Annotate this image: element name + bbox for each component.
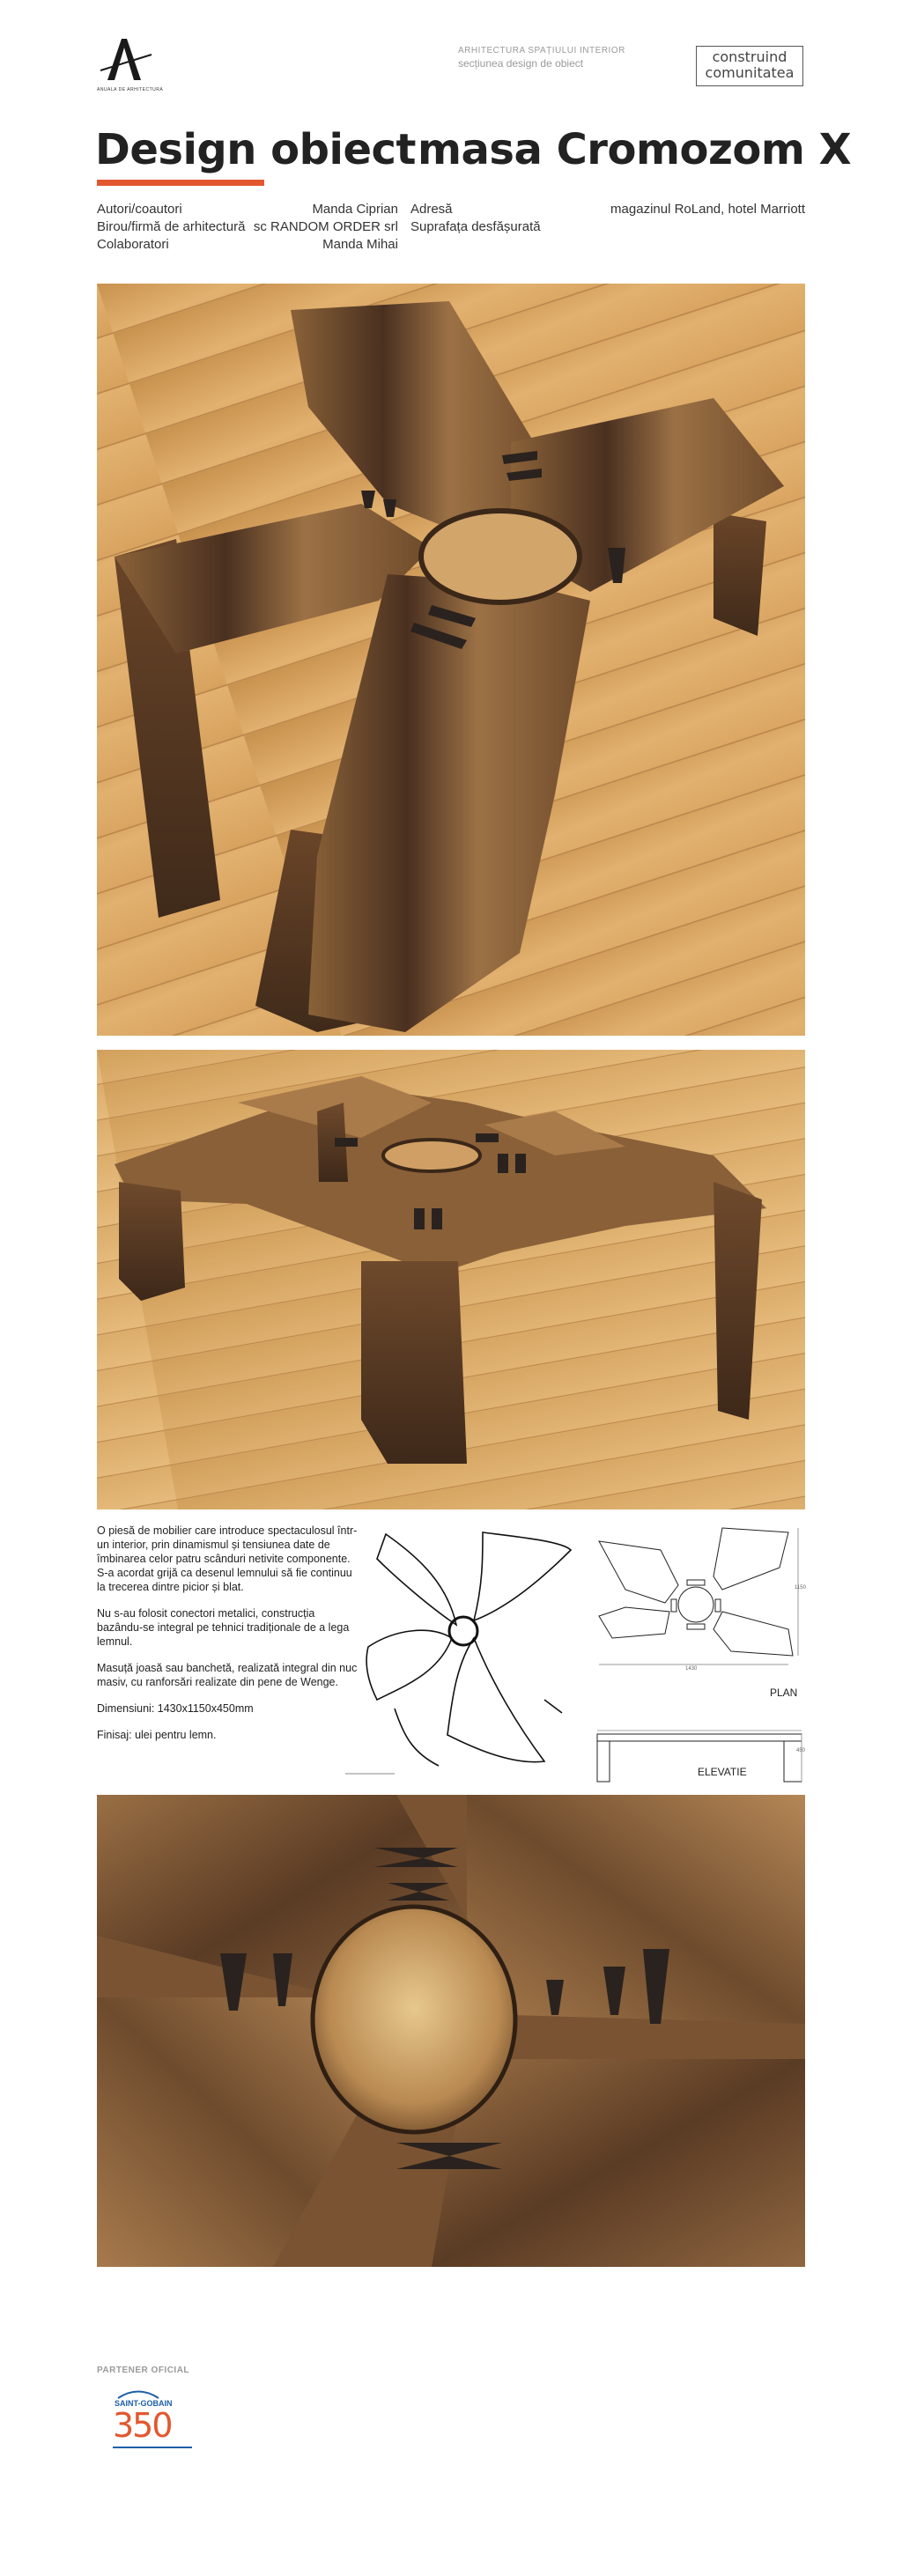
dim-height-label: 450: [796, 1748, 806, 1753]
authors-label: Autori/coautori: [97, 202, 182, 217]
address-label: Adresă: [410, 202, 453, 217]
section-info: [458, 46, 634, 70]
authors-value: Manda Ciprian: [312, 202, 398, 217]
badge-line2: comunitatea: [705, 64, 795, 81]
title-left: Design obiect: [95, 125, 416, 174]
description: [97, 1524, 361, 1754]
partner-label: PARTENER OFICIAL: [97, 2366, 190, 2375]
area-label: Suprafața desfășurată: [410, 219, 541, 234]
title-accent-bar: [97, 180, 264, 186]
description-p4: Dimensiuni: 1430x1150x450mm: [97, 1702, 254, 1715]
section-line1: ARHITECTURA SPAȚIULUI INTERIOR: [458, 46, 625, 55]
saint-gobain-arch-icon: [116, 2388, 160, 2399]
logo: [97, 32, 167, 93]
description-p5: Finisaj: ulei pentru lemn.: [97, 1729, 217, 1741]
collab-value: Manda Mihai: [322, 237, 398, 252]
partner-name: SAINT-GOBAIN: [115, 2399, 173, 2408]
photo-table-detail: [97, 1795, 805, 2267]
title-right: masa Cromozom X: [418, 125, 852, 174]
plan-label: PLAN: [770, 1687, 798, 1699]
sketch-drawing: [342, 1524, 580, 1779]
elevation-label: ELEVATIE: [698, 1766, 747, 1778]
badge-construind: [696, 46, 803, 86]
partner-logo: [97, 2388, 203, 2450]
description-p1: O piesă de mobilier care introduce spectaculosul într-un interior, prin dinamismul și tensiunea date de îmbinarea celor patru scânduri netivite componente. S-a acordat grijă ca desenul lemnului să fie continuu la trecerea dintre picior și blat.: [97, 1524, 358, 1593]
photo-table-top-view: [97, 284, 805, 1036]
credits-left: [97, 201, 398, 254]
firm-label: Birou/firmă de arhitectură: [97, 219, 246, 234]
section-line2: secțiunea design de obiect: [458, 57, 584, 70]
plan-drawing: [590, 1524, 805, 1678]
collab-label: Colaboratori: [97, 237, 169, 252]
address-value: magazinul RoLand, hotel Marriott: [610, 202, 805, 217]
dim-depth-label: 1150: [795, 1585, 806, 1591]
photo-table-perspective: [97, 1050, 805, 1509]
logo-a-icon: [97, 32, 167, 85]
description-p2: Nu s-au folosit conectori metalici, construcția bazându-se integral pe tehnici tradiționale de a lega lemnul.: [97, 1607, 350, 1648]
credits-right: [410, 201, 805, 236]
partner-number: 350: [113, 2406, 172, 2445]
description-p3: Masuță joasă sau banchetă, realizată integral din nuc masiv, cu ranforsări realizate din pene de Wenge.: [97, 1662, 358, 1688]
dim-width-label: 1430: [685, 1666, 698, 1672]
partner-underline: [113, 2447, 192, 2448]
logo-caption: ANUALA DE ARHITECTURA: [97, 87, 164, 92]
firm-value: sc RANDOM ORDER srl: [253, 219, 398, 234]
badge-line1: construind: [712, 48, 787, 65]
